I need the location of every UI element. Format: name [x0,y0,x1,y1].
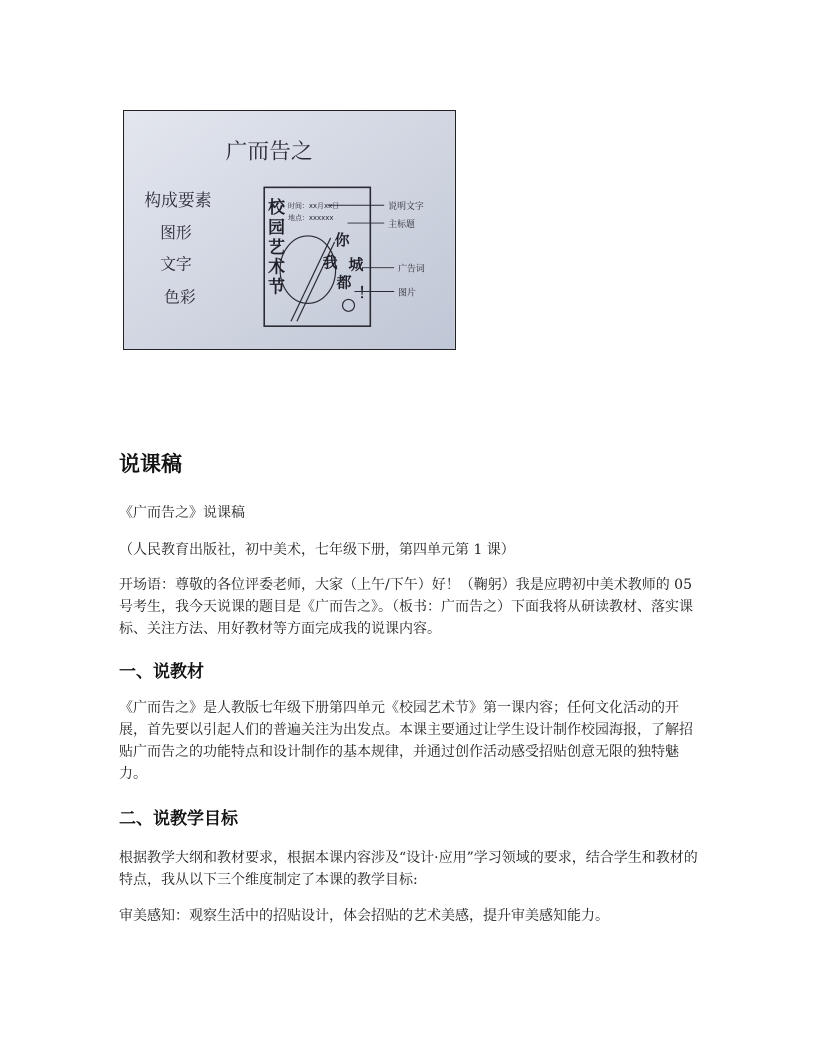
annotation-main-title: 主标题 [388,220,415,231]
annotation-slogan: 广告词 [398,264,425,275]
whiteboard-photo [123,110,456,350]
whiteboard-drawing [124,111,455,349]
poster-slogan-char: 都 [336,273,352,292]
board-element-color: 色彩 [164,287,196,307]
lesson-title-line: 《广而告之》说课稿 [119,505,245,521]
poster-vertical-char: 园 [268,216,286,237]
poster-vertical-char: 艺 [268,236,286,257]
board-element-text: 文字 [160,254,192,274]
poster-vertical-char: 节 [268,276,286,297]
opening-paragraph: 开场语：尊敬的各位评委老师，大家（上午/下午）好！（鞠躬）我是应聘初中美术教师的 05 号考生，我今天说课的题目是《广而告之》。（板书：广而告之）下面我将从研读教材、落实课标、关注方法、用好教材等方面完成我的说课内容。 [119,577,693,637]
poster-vertical-char: 校 [268,197,286,218]
goals-paragraph: 根据教学大纲和教材要求，根据本课内容涉及“设计·应用”学习领域的要求，结合学生和教材的特点，我从以下三个维度制定了本课的教学目标: [119,850,698,888]
poster-slogan-char: 城 [348,255,364,274]
board-element-graphic: 图形 [160,222,192,242]
poster-slogan-char: 我 [322,253,338,272]
poster-vertical-char: 术 [268,256,286,277]
lesson-source-line: （人民教育出版社，初中美术，七年级下册，第四单元第 1 课） [119,542,515,558]
board-elements-label: 构成要素 [144,190,212,211]
annotation-caption: 说明文字 [388,202,424,213]
annotation-picture: 图片 [398,288,416,299]
board-title: 广而告之 [225,139,313,165]
poster-slogan-char: ！ [358,283,374,302]
poster-time: 时间：xx月xx日 [288,202,340,211]
section-heading-textbook: 一、说教材 [119,662,204,682]
poster-slogan-char: 你 [334,230,350,249]
aesthetic-goal-paragraph: 审美感知：观察生活中的招贴设计，体会招贴的艺术美感，提升审美感知能力。 [119,908,609,924]
section-heading-goals: 二、说教学目标 [119,809,238,829]
poster-place: 地点：xxxxxx [288,214,334,223]
textbook-paragraph: 《广而告之》是人教版七年级下册第四单元《校园艺术节》第一课内容；任何文化活动的开展，首先要以引起人们的普遍关注为出发点。本课主要通过让学生设计制作校园海报，了解招贴广而告之的功能特点和设计制作的基本规律，并通过创作活动感受招贴创意无限的独特魅力。 [119,700,693,782]
document-title: 说课稿 [119,452,182,476]
